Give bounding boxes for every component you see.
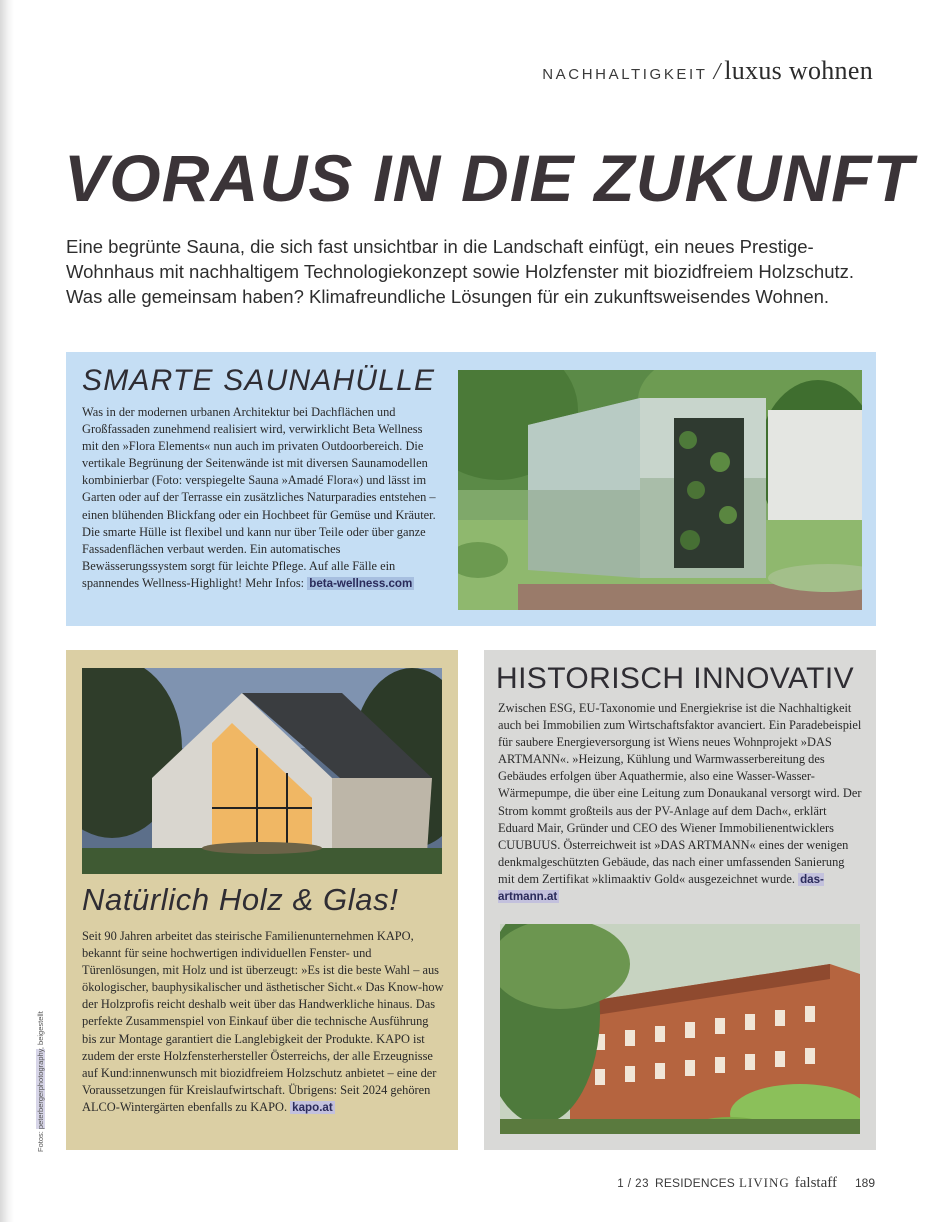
- magazine-name-living: LIVING: [739, 1175, 790, 1190]
- building-photo: [500, 924, 860, 1134]
- article-body-text: Zwischen ESG, EU-Taxonomie und Energiekrise ist die Nachhaltigkeit auch bei Immobilien zum Wirtschaftsfaktor avanciert. Ein Paradebeispiel für saubere Energieversorgung ist Wiens neues Wohnprojekt »DAS ARTMANN«. »Heizung, Kühlung und Warmwasserbereitung des Gebäudes erfolgen über Aquathermie, also eine Wasser-Wasser-Wärmepumpe, die über eine Leitung zum Donaukanal versorgt wird. Der Strom kommt großteils aus der PV-Anlage auf dem Dach«, erklärt Eduard Mair, Gründer und CEO des Wiener Immobilienentwicklers CUUBUUS. Österreichweit ist »DAS ARTMANN« eines der wenigen denkmalgeschützten Gebäude, das nach einer umfassenden Sanierung mit dem Zertifikat »klimaaktiv Gold« ausgezeichnet wurde.: [498, 701, 862, 886]
- subsection-label: luxus wohnen: [724, 56, 873, 85]
- article-body: [82, 404, 442, 592]
- page-gutter-shadow: [0, 0, 14, 1222]
- article-holz-glas: [66, 650, 458, 1150]
- running-head: [542, 56, 873, 86]
- article-body: [498, 700, 864, 905]
- credit-photographer: peterbergerphotography: [36, 1049, 45, 1130]
- article-historisch: [484, 650, 876, 1150]
- photo-credit: [36, 1011, 45, 1152]
- page-number: 189: [854, 1176, 875, 1190]
- intro-paragraph: Eine begrünte Sauna, die sich fast unsichtbar in die Landschaft einfügt, ein neues Prestige-Wohnhaus mit nachhaltigem Technologiekonzept sowie Holzfenster mit biozidfreiem Holzschutz. Was alle gemeinsam haben? Klimafreundliche Lösungen für ein zukunftsweisendes Wohnen.: [66, 236, 855, 307]
- article-sauna: [66, 352, 876, 626]
- page-footer: [617, 1175, 875, 1192]
- magazine-name: RESIDENCES: [654, 1176, 735, 1190]
- article-body-text: Seit 90 Jahren arbeitet das steirische Familienunternehmen KAPO, bekannt für seine hochwertigen individuellen Fenster- und Türenlösungen, mit Holz und ist überzeugt: »Es ist die beste Wahl – aus ökologischer, bauphysikalischer und ästhetischer Sicht.« Das Know-how der Holzprofis reicht deshalb weit über das Handwerkliche hinaus. Das perfekte Zusammenspiel von Einkauf über die technische Ausführung bis zur Montage garantiert die Langlebigkeit der Produkte. KAPO ist zudem der erste Holzfensterhersteller Österreichs, der alle Erzeugnisse auf Kund:innenwunsch mit biozidfreiem Holzschutz anbietet – eine der Voraussetzungen für Kreislaufwirtschaft. Übrigens: Seit 2024 gehören ALCO-Wintergärten ebenfalls zu KAPO.: [82, 929, 444, 1114]
- section-label: NACHHALTIGKEIT: [542, 66, 708, 83]
- article-body-text: Was in der modernen urbanen Architektur bei Dachflächen und Großfassaden zunehmend realisiert wird, verwirklicht Beta Wellness mit den »Flora Elements« nun auch im privaten Outdoorbereich. Die vertikale Begrünung der Seitenwände ist mit diversen Saunamodellen kombinierbar (Foto: verspiegelte Sauna »Amadé Flora«) und lässt im Garten oder auf der Terrasse ein zusätzliches Naturparadies entstehen – einen blühenden Blickfang oder ein Hochbeet für Gemüse und Kräuter. Die smarte Hülle ist flexibel und kann nur über Teile oder über ganze Fassadenflächen verbaut werden. Ein automatisches Bewässerungssystem sorgt für leichte Pflege. Auf alle Fälle ein spannendes Wellness-Highlight! Mehr Infos:: [82, 405, 436, 590]
- brand-logo: falstaff: [794, 1175, 837, 1191]
- article-title: HISTORISCH INNOVATIV: [496, 662, 855, 695]
- article-title: SMARTE SAUNAHÜLLE: [82, 364, 436, 397]
- section-divider: /: [713, 59, 721, 85]
- page-headline: VORAUS IN DIE ZUKUNFT: [64, 141, 915, 215]
- credit-prefix: Fotos:: [36, 1129, 45, 1152]
- credit-suffix: , beigestellt: [36, 1011, 45, 1050]
- article-link[interactable]: beta-wellness.com: [309, 576, 413, 590]
- article-title: Natürlich Holz & Glas!: [82, 882, 399, 917]
- article-link[interactable]: kapo.at: [292, 1100, 333, 1114]
- article-link[interactable]: das-artmann.at: [498, 872, 824, 904]
- sauna-photo: [458, 370, 862, 610]
- issue-number: 1 / 23: [617, 1178, 649, 1190]
- article-body: [82, 928, 444, 1116]
- house-photo: [82, 668, 442, 874]
